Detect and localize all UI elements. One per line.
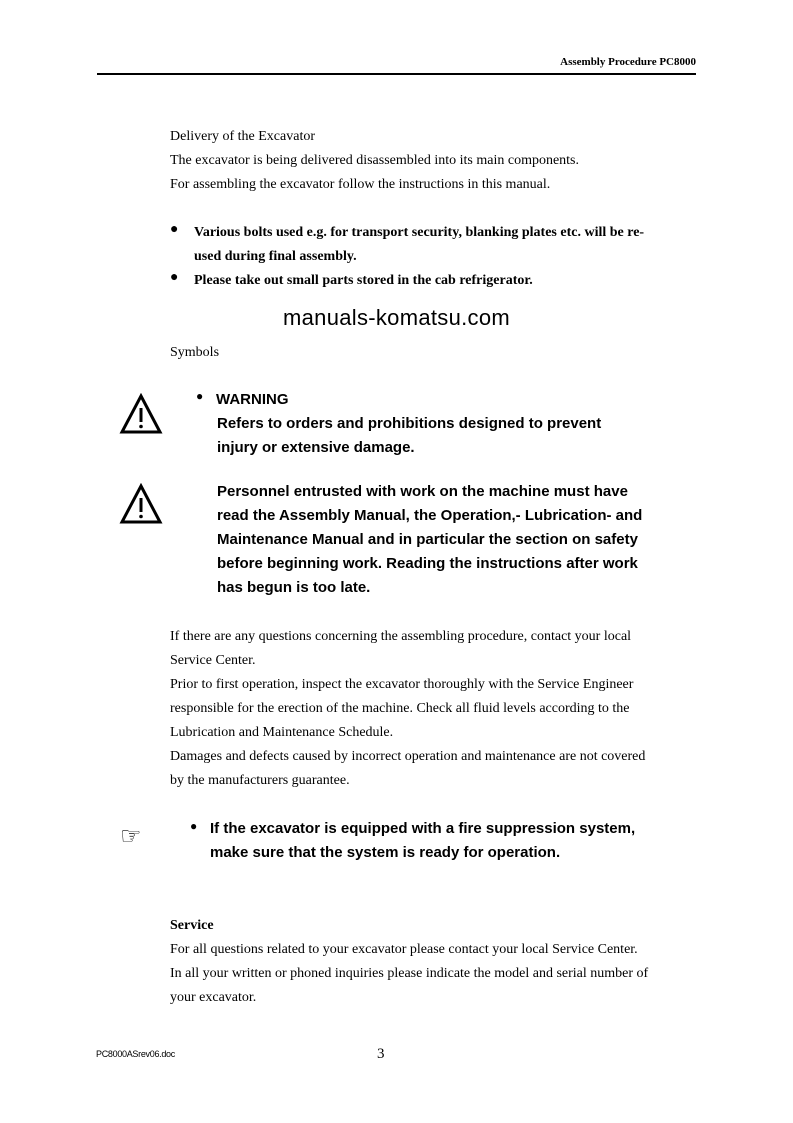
bullet-text: Various bolts used e.g. for transport security, blanking plates etc. will be re- [194, 225, 645, 240]
bullet-text: Please take out small parts stored in the cab refrigerator. [194, 273, 533, 288]
text-line: Damages and defects caused by incorrect operation and maintenance are not covered [170, 749, 646, 764]
text-line: For assembling the excavator follow the instructions in this manual. [170, 177, 551, 192]
text-line: The excavator is being delivered disassembled into its main components. [170, 153, 580, 168]
warning-line: injury or extensive damage. [217, 439, 415, 456]
text-line: Prior to first operation, inspect the excavator thoroughly with the Service Engineer [170, 677, 634, 692]
caution-line: Personnel entrusted with work on the machine must have [217, 483, 628, 500]
text-line: For all questions related to your excavator please contact your local Service Center. [170, 942, 638, 957]
bullet-icon: ● [196, 389, 204, 403]
bullet-icon: ● [170, 222, 179, 237]
caution-line: has begun is too late. [217, 579, 371, 596]
bullet-icon: ● [190, 819, 198, 833]
text-line: Lubrication and Maintenance Schedule. [170, 725, 394, 740]
text-line: If there are any questions concerning the assembling procedure, contact your local [170, 629, 632, 644]
service-heading: Service [170, 918, 214, 933]
text-line: by the manufacturers guarantee. [170, 773, 350, 788]
warning-triangle-icon [119, 483, 163, 525]
page-number: 3 [377, 1046, 385, 1062]
note-line: If the excavator is equipped with a fire suppression system, [210, 820, 636, 837]
pointing-hand-icon: ☞ [120, 822, 142, 850]
note-line: make sure that the system is ready for operation. [210, 844, 561, 861]
text-line: Service Center. [170, 653, 256, 668]
text-line: responsible for the erection of the machine. Check all fluid levels according to the [170, 701, 630, 716]
caution-line: Maintenance Manual and in particular the section on safety [217, 531, 638, 548]
text-line: In all your written or phoned inquiries please indicate the model and serial number of [170, 966, 649, 981]
warning-triangle-icon [119, 393, 163, 435]
footer-filename: PC8000ASrev06.doc [96, 1049, 175, 1059]
symbols-heading: Symbols [170, 345, 220, 360]
caution-line: before beginning work. Reading the instructions after work [217, 555, 638, 572]
header-title: Assembly Procedure PC8000 [560, 56, 696, 68]
header-rule [97, 73, 696, 75]
bullet-text: used during final assembly. [194, 249, 357, 264]
watermark: manuals-komatsu.com [283, 305, 510, 330]
warning-title: WARNING [216, 391, 289, 408]
warning-line: Refers to orders and prohibitions designed to prevent [217, 415, 602, 432]
caution-line: read the Assembly Manual, the Operation,- Lubrication- and [217, 507, 643, 524]
text-line: your excavator. [170, 990, 257, 1005]
delivery-heading: Delivery of the Excavator [170, 129, 315, 144]
bullet-icon: ● [170, 270, 179, 285]
